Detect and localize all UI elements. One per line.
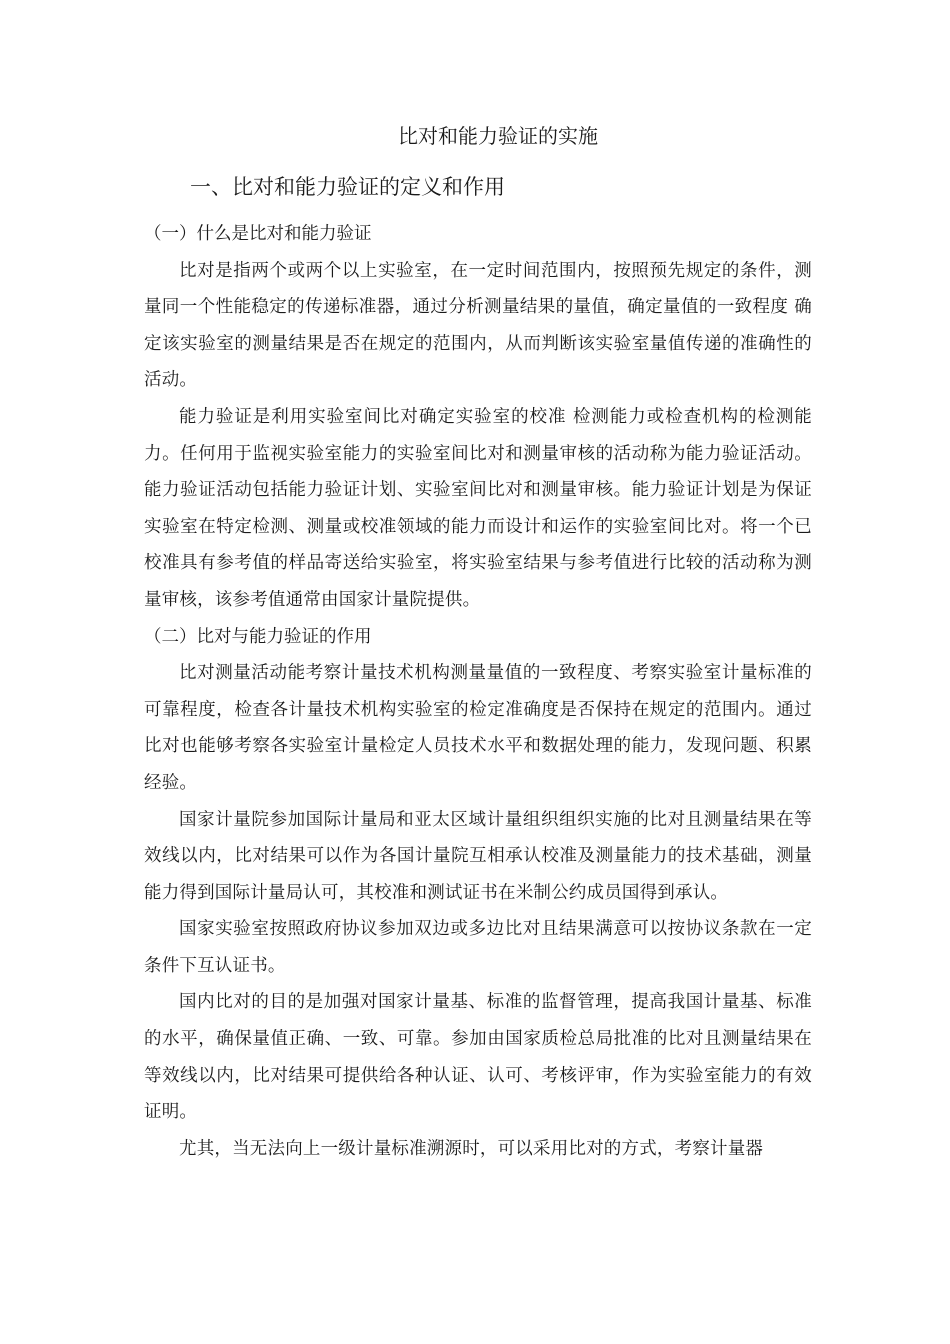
document-title: 比对和能力验证的实施: [398, 124, 598, 148]
document-body: [144, 216, 812, 1167]
section-heading: 一、比对和能力验证的定义和作用: [190, 175, 505, 199]
paragraph: 国家计量院参加国际计量局和亚太区域计量组织组织实施的比对且测量结果在等效线以内，比对结果可以作为各国计量院互相承认校准及测量能力的技术基础，测量能力得到国际计量局认可，其校准和测试证书在米制公约成员国得到承认。: [144, 809, 812, 903]
paragraph: 国家实验室按照政府协议参加双边或多边比对且结果满意可以按协议条款在一定条件下互认证书。: [144, 919, 812, 976]
subsection-heading-1: （一）什么是比对和能力验证: [144, 224, 372, 244]
paragraph: 比对是指两个或两个以上实验室，在一定时间范围内，按照预先规定的条件，测量同一个性能稳定的传递标准器，通过分析测量结果的量值，确定量值的一致程度 确定该实验室的测量结果是否在规定的范围内，从而判断该实验室量值传递的准确性的活动。: [144, 260, 812, 391]
subsection-heading-2: （二）比对与能力验证的作用: [144, 626, 372, 647]
paragraph: 尤其，当无法向上一级计量标准溯源时，可以采用比对的方式，考察计量器: [179, 1138, 764, 1159]
paragraph: 能力验证是利用实验室间比对确定实验室的校准 检测能力或检查机构的检测能力。任何用于监视实验室能力的实验室间比对和测量审核的活动称为能力验证活动。能力验证活动包括能力验证计划、实验室间比对和测量审核。能力验证计划是为保证实验室在特定检测、测量或校准领域的能力而设计和运作的实验室间比对。将一个已校准具有参考值的样品寄送给实验室，将实验室结果与参考值进行比较的活动称为测量审核，该参考值通常由国家计量院提供。: [144, 406, 812, 610]
paragraph: 比对测量活动能考察计量技术机构测量量值的一致程度、考察实验室计量标准的可靠程度，检查各计量技术机构实验室的检定准确度是否保持在规定的范围内。通过比对也能够考察各实验室计量检定人员技术水平和数据处理的能力，发现问题、积累经验。: [144, 663, 812, 793]
paragraph: 国内比对的目的是加强对国家计量基、标准的监督管理，提高我国计量基、标准的水平，确保量值正确、一致、可靠。参加由国家质检总局批准的比对且测量结果在等效线以内，比对结果可提供给各种认证、认可、考核评审，作为实验室能力的有效证明。: [144, 992, 812, 1123]
